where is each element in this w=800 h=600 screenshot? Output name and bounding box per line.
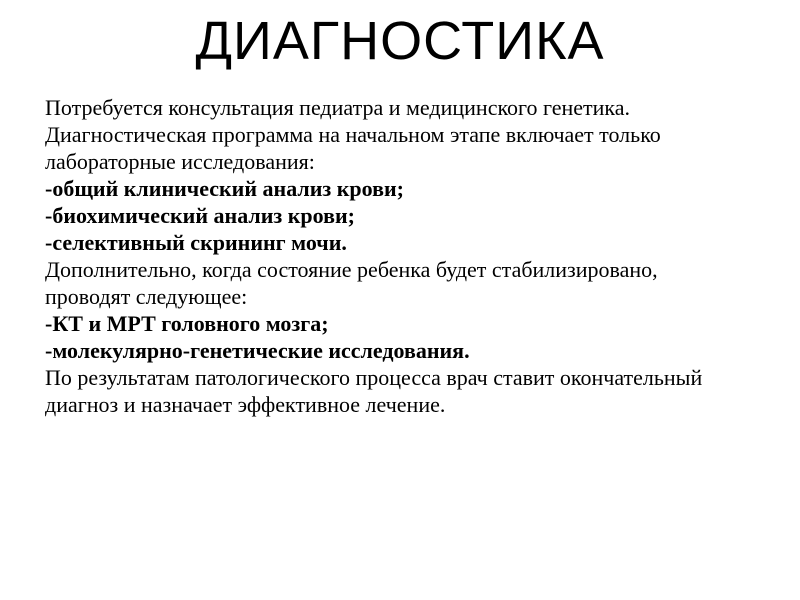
body-line: По результатам патологического процесса врач ставит окончательный — [45, 365, 703, 390]
body-line: Диагностическая программа на начальном этапе включает только — [45, 122, 661, 147]
body-line: -биохимический анализ крови; — [45, 203, 355, 228]
body-line: Потребуется консультация педиатра и медицинского генетика. — [45, 95, 631, 120]
slide-body-text — [45, 94, 755, 418]
body-line: -общий клинический анализ крови; — [45, 176, 405, 201]
body-line: -селективный скрининг мочи. — [45, 230, 347, 255]
slide-title: ДИАГНОСТИКА — [195, 11, 605, 71]
body-line: лабораторные исследования: — [45, 149, 315, 174]
body-line: -молекулярно-генетические исследования. — [45, 338, 470, 363]
body-line: Дополнительно, когда состояние ребенка будет стабилизировано, — [45, 257, 658, 282]
body-line: диагноз и назначает эффективное лечение. — [45, 392, 446, 417]
body-line: проводят следующее: — [45, 284, 248, 309]
body-line: -КТ и МРТ головного мозга; — [45, 311, 329, 336]
